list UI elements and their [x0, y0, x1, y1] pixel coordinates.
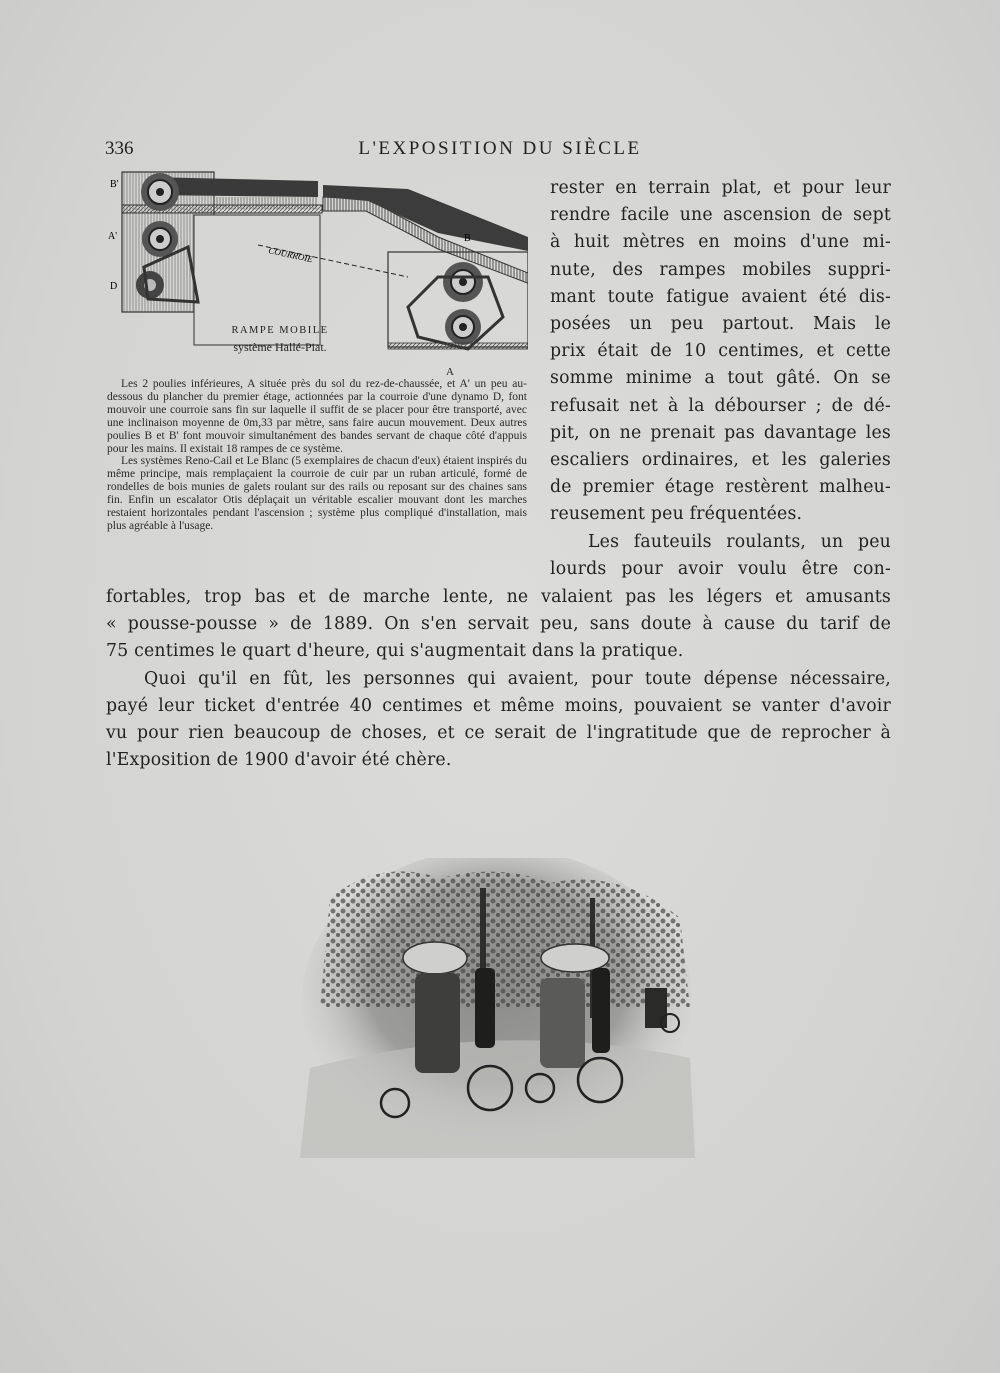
rampe-mobile-diagram — [108, 167, 528, 367]
paragraph-rampes — [550, 175, 891, 529]
text-line: rester en terrain plat, et pour leur — [550, 178, 891, 198]
text-line: refusait net à la débourser ; de dé- — [550, 395, 891, 416]
figure-title: RAMPE MOBILE — [231, 325, 329, 336]
fauteuils-roulants-illustration — [300, 858, 695, 1158]
caption-paragraph-2: Les systèmes Reno-Cail et Le Blanc (5 exemplaires de chacun d'eux) étaient inspirés du même principe, mais remplaçaient la courroie de cuir par un ruban articulé, formé de rondelles de bois munies de galets roulant sur des rails ou reposant sur des chaines sans fin. Enfin un escalator Otis déplaçait un véritable escalier mouvant dont les marches restaient horizontales pendant l'ascension ; système plus compliqué d'installation, mais plus agréable à l'usage. — [107, 455, 527, 532]
text-line: somme minime a tout gâté. On se — [550, 368, 891, 389]
text-line: reusement peu fréquentées. — [550, 504, 803, 525]
text-line: l'Exposition de 1900 d'avoir été chère. — [106, 750, 452, 771]
label-a-prime: A' — [108, 231, 118, 242]
running-title: L'EXPOSITION DU SIÈCLE — [358, 138, 642, 159]
text-line: prix était de 10 centimes, et cette — [550, 341, 891, 362]
text-line: pit, on ne prenait pas davantage les — [550, 422, 891, 443]
label-d: D — [110, 281, 118, 292]
figure-caption — [107, 378, 527, 533]
figure-label-a: A — [446, 366, 454, 378]
text-line: nute, des rampes mobiles suppri- — [550, 259, 891, 280]
text-line: de premier étage restèrent malheu- — [550, 477, 891, 498]
text-line: payé leur ticket d'entrée 40 centimes et même moins, pouvaient se vanter d'avoir — [106, 695, 891, 716]
text-line: Les fauteuils roulants, un peu — [588, 531, 891, 552]
full-width-text — [106, 584, 891, 774]
paragraph-fauteuils-end — [106, 584, 891, 666]
text-line: Quoi qu'il en fût, les personnes qui avaient, pour toute dépense nécessaire, — [144, 668, 891, 689]
paragraph-conclusion — [106, 666, 891, 775]
figure-subtitle: système Hallé-Piat. — [233, 340, 327, 354]
text-line: escaliers ordinaires, et les galeries — [550, 450, 891, 471]
paragraph-fauteuils-start — [550, 529, 891, 583]
label-b: B — [464, 233, 471, 244]
text-line: vu pour rien beaucoup de choses, et ce serait de l'ingratitude que de reprocher à — [106, 723, 891, 744]
right-column-text — [550, 175, 891, 583]
text-line: lourds pour avoir voulu être con- — [550, 558, 891, 579]
text-line: rendre facile une ascension de sept — [550, 205, 891, 226]
text-line: à huit mètres en moins d'une mi- — [550, 232, 891, 253]
text-line: fortables, trop bas et de marche lente, ne valaient pas les légers et amusants — [106, 587, 891, 607]
text-line: posées un peu partout. Mais le — [550, 314, 891, 335]
caption-paragraph-1: Les 2 poulies inférieures, A située près du sol du rez-de-chaussée, et A' un peu au-dessous du plancher du premier étage, actionnées par la courroie d'une dynamo D, font mouvoir une courroie sans fin sur laquelle il suffit de se placer pour être transporté, avec une inclinaison moyenne de 0m,33 par mètre, sans faire aucun mouvement. Deux autres poulies B et B' font mouvoir simultanément des bandes servant de chaque côté d'appuis pour les mains. Il existait 18 rampes de ce système. — [107, 378, 527, 455]
label-courroie: COURROIE — [267, 245, 314, 265]
label-b-prime: B' — [110, 179, 119, 190]
running-header — [105, 138, 895, 162]
text-line: « pousse-pousse » de 1889. On s'en servait peu, sans doute à cause du tarif de — [106, 614, 891, 635]
text-line: mant toute fatigue avaient été dis- — [550, 286, 891, 307]
text-line: 75 centimes le quart d'heure, qui s'augmentait dans la pratique. — [106, 641, 684, 662]
page-number: 336 — [105, 138, 134, 159]
